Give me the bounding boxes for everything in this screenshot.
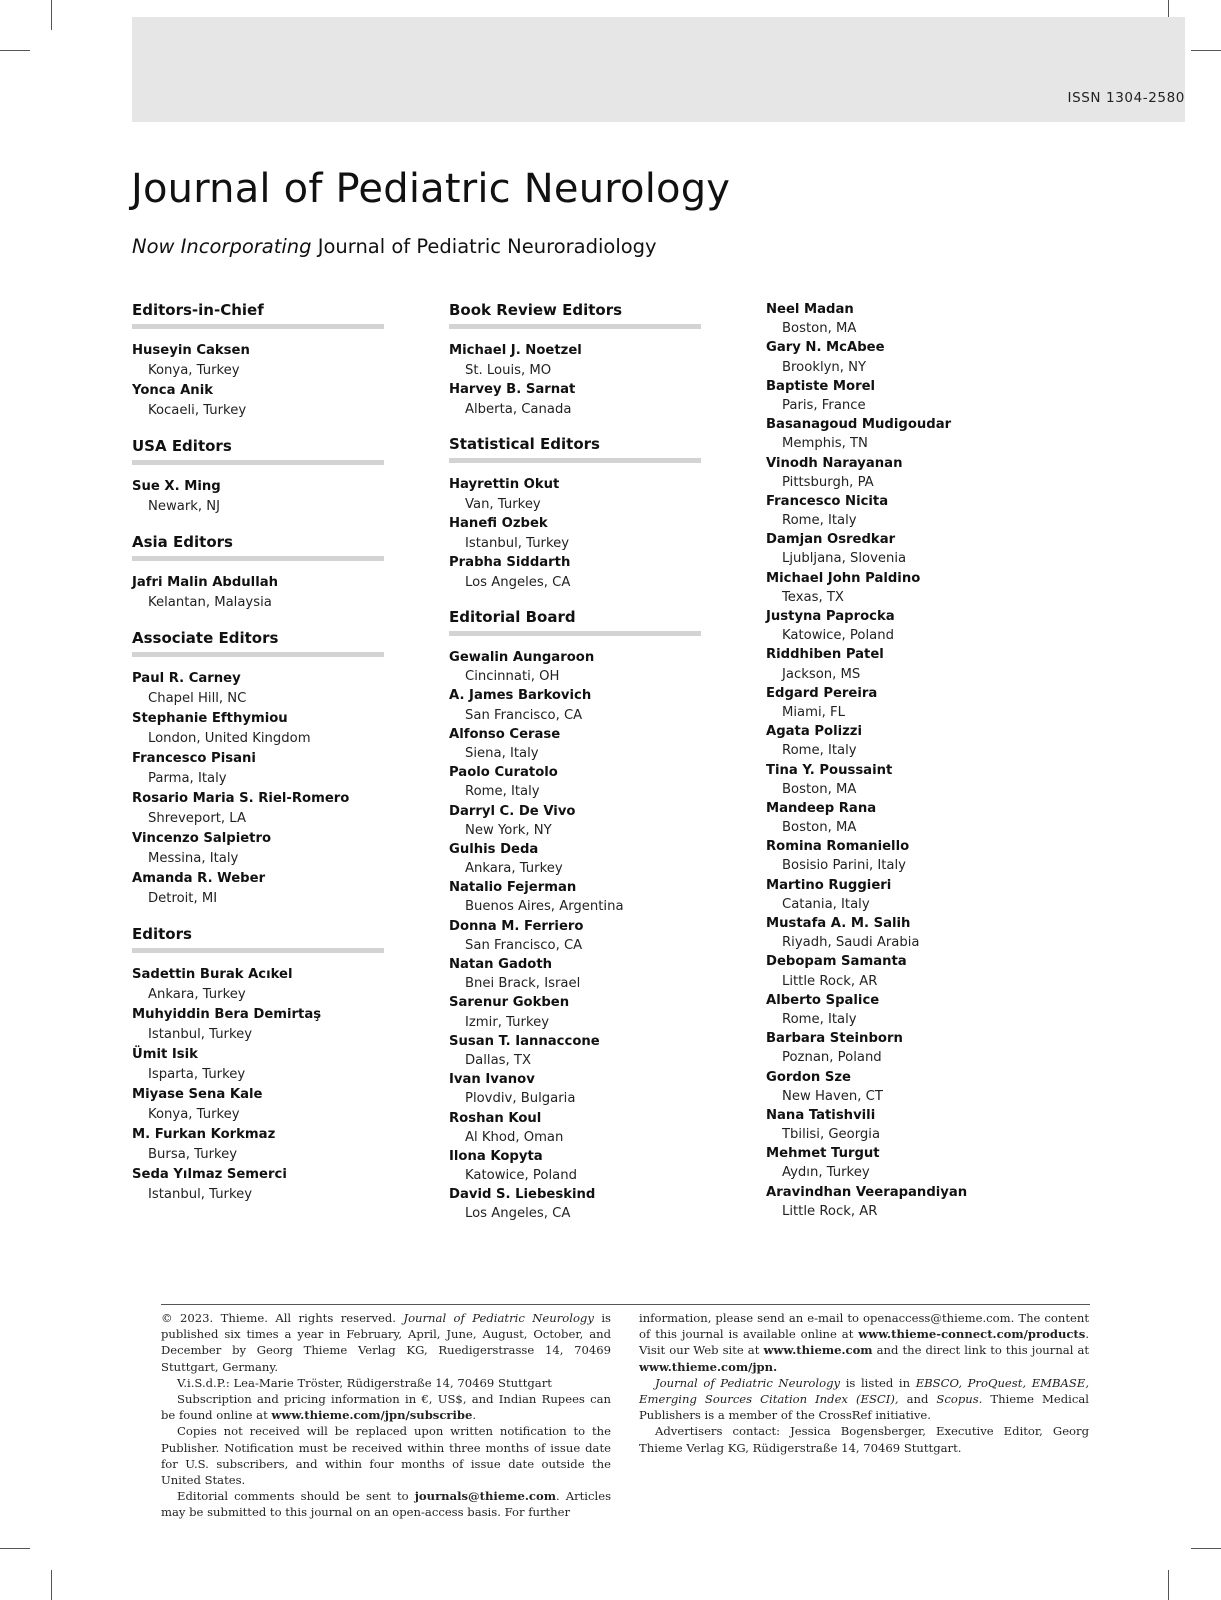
editor-location: Catania, Italy (782, 896, 870, 912)
editor-name: Francesco Nicita (766, 493, 889, 509)
editor-name: Debopam Samanta (766, 954, 907, 970)
editor-location: Ankara, Turkey (148, 987, 246, 1002)
editor-location: Pittsburgh, PA (782, 474, 874, 490)
copies-notice: Copies not received will be replaced upon written notification to the Publisher. Notification must be received within three months of issue date for U.S. subscribers, and within four months of issue date outside the United States. (161, 1424, 611, 1488)
editor-name: Riddhiben Patel (766, 647, 884, 663)
footer-left (161, 1310, 611, 1521)
editor-location: Rome, Italy (782, 513, 857, 529)
thieme-website-link[interactable]: www.thieme.com (763, 1343, 873, 1358)
crop-mark (1191, 50, 1221, 51)
editor-name: Alberto Spalice (766, 992, 880, 1008)
editor-name: Mandeep Rana (766, 800, 877, 816)
editor-location: Boston, MA (782, 781, 857, 797)
editor-name: Paolo Curatolo (449, 765, 558, 781)
editor-name: Francesco Pisani (132, 751, 256, 766)
editor-name: Agata Polizzi (766, 724, 862, 740)
editor-name: Seda Yılmaz Semerci (132, 1167, 287, 1182)
editor-name: Donna M. Ferriero (449, 918, 584, 934)
editor-location: Rome, Italy (782, 1011, 857, 1027)
editor-location: Parma, Italy (148, 771, 227, 786)
editor-name: Paul R. Carney (132, 671, 241, 686)
editor-name: Ümit Isik (132, 1047, 198, 1062)
editor-name: Yonca Anik (132, 383, 213, 398)
editor-name: Barbara Steinborn (766, 1031, 903, 1047)
editor-location: Ankara, Turkey (465, 861, 563, 877)
editor-name: Vinodh Narayanan (766, 455, 903, 471)
editor-name: Nana Tatishvili (766, 1107, 876, 1123)
editor-location: Jackson, MS (782, 666, 861, 682)
journal-title: Journal of Pediatric Neurology (131, 166, 731, 212)
editor-name: Huseyin Caksen (132, 343, 250, 358)
section-title: Editors (132, 924, 384, 953)
section-asia-editors (132, 532, 384, 613)
crossref-text: Thieme Medical Publishers is a member of the CrossRef initiative. (639, 1392, 1089, 1423)
editor-location: Texas, TX (782, 589, 844, 605)
editor-location: Bosisio Parini, Italy (782, 858, 906, 874)
editor-name: Vincenzo Salpietro (132, 831, 272, 846)
footer-rule (161, 1304, 1090, 1305)
editor-location: Dallas, TX (465, 1052, 531, 1068)
editor-location: St. Louis, MO (465, 362, 552, 378)
editor-location: Katowice, Poland (782, 628, 894, 644)
editor-name: Natan Gadoth (449, 957, 553, 972)
editor-location: Izmir, Turkey (465, 1014, 550, 1030)
subscription-text: Subscription and pricing information in €, US$, and Indian Rupees can be found online at (161, 1392, 611, 1423)
crop-mark (1168, 1570, 1169, 1600)
index-names: EBSCO, ProQuest, EMBASE, Emerging Sources Citation Index (ESCI), (639, 1375, 1090, 1407)
editor-location: Van, Turkey (465, 496, 541, 512)
editor-location: Alberta, Canada (465, 401, 572, 417)
editor-name: Roshan Koul (449, 1110, 542, 1126)
crop-mark (0, 50, 30, 51)
editor-name: Sue X. Ming (132, 479, 221, 494)
section-title: Book Review Editors (449, 300, 701, 329)
editor-location: Shreveport, LA (148, 811, 246, 826)
editor-name: Edgard Pereira (766, 685, 878, 701)
journal-subtitle (132, 235, 657, 258)
editor-name: Martino Ruggieri (766, 877, 892, 893)
open-access-text: Articles may be submitted to this journal on an open-access basis. For further (161, 1489, 612, 1520)
editor-name: Harvey B. Sarnat (449, 382, 576, 397)
editor-name: Gulhis Deda (449, 841, 539, 857)
editor-location: New Haven, CT (782, 1088, 883, 1104)
editor-location: Kelantan, Malaysia (148, 595, 272, 610)
issn: ISSN 1304-2580 (1067, 90, 1185, 106)
editor-location: Plovdiv, Bulgaria (465, 1091, 576, 1107)
editor-name: Baptiste Morel (766, 378, 876, 394)
crop-mark (51, 0, 52, 30)
section-title: Editorial Board (449, 607, 701, 636)
editor-location: Katowice, Poland (465, 1168, 577, 1184)
editor-name: A. James Barkovich (449, 688, 592, 704)
editor-location: Siena, Italy (465, 745, 539, 761)
editor-location: Istanbul, Turkey (148, 1027, 253, 1042)
editor-name: M. Furkan Korkmaz (132, 1127, 276, 1142)
editor-name: Alfonso Cerase (449, 726, 561, 742)
editor-name: Amanda R. Weber (132, 871, 266, 886)
editorial-contact: Editorial comments should be sent to journals@thieme.com. Articles may be submitted to this journal on an open-access basis. For further (161, 1489, 612, 1520)
editor-name: Susan T. Iannaccone (449, 1033, 600, 1049)
masthead-column-1 (132, 300, 384, 1205)
editor-location: Memphis, TN (782, 436, 868, 452)
editor-location: San Francisco, CA (465, 937, 583, 953)
info-text: Visit our Web site at (639, 1343, 760, 1358)
editor-location: Aydın, Turkey (782, 1165, 870, 1181)
subtitle-italic: Now Incorporating (132, 235, 312, 258)
editor-name: Mehmet Turgut (766, 1146, 880, 1162)
editor-name: Ilona Kopyta (449, 1148, 543, 1164)
editor-location: Miami, FL (782, 704, 845, 720)
editor-location: Detroit, MI (148, 891, 218, 906)
section-book-review-editors (449, 300, 701, 419)
section-associate-editors (132, 628, 384, 909)
editor-name: Romina Romaniello (766, 839, 910, 855)
editor-location: Little Rock, AR (782, 1203, 878, 1219)
crop-mark (0, 1548, 30, 1549)
subscription-info: Subscription and pricing information in €, US$, and Indian Rupees can be found online at www.thieme.com/jpn/subscribe. (161, 1392, 611, 1423)
editor-name: Prabha Siddarth (449, 555, 571, 570)
editor-name: Justyna Paprocka (766, 609, 895, 624)
editor-location: Buenos Aires, Argentina (465, 899, 624, 915)
editor-name: Damjan Osredkar (766, 532, 896, 548)
section-editors (132, 924, 384, 1205)
editor-location: Boston, MA (782, 820, 857, 836)
editor-location: Isparta, Turkey (148, 1067, 246, 1082)
section-title: Associate Editors (132, 628, 384, 657)
thieme-connect-link[interactable]: www.thieme-connect.com/products (858, 1327, 1086, 1342)
editor-location: Konya, Turkey (148, 363, 240, 378)
editorial-text: Editorial comments should be sent to (177, 1489, 409, 1504)
section-title: USA Editors (132, 436, 384, 465)
section-title: Statistical Editors (449, 434, 701, 463)
editor-name: Neel Madan (766, 302, 854, 317)
indexing-text: is listed in (845, 1375, 911, 1390)
copyright-text: © 2023. Thieme. All rights reserved. (161, 1311, 396, 1325)
editor-name: Jafri Malin Abdullah (132, 575, 279, 590)
copyright-notice (161, 1310, 611, 1375)
journal-name: Journal of Pediatric Neurology (655, 1375, 841, 1390)
indexing-text: and (906, 1392, 929, 1407)
editor-location: Tbilisi, Georgia (782, 1127, 881, 1143)
masthead-column-2 (449, 300, 701, 1224)
editor-location: Riyadh, Saudi Arabia (782, 935, 920, 951)
visdp: V.i.S.d.P.: Lea-Marie Tröster, Rüdigerstraße 14, 70469 Stuttgart (177, 1375, 552, 1390)
section-editors-in-chief (132, 300, 384, 421)
header-band (132, 17, 1185, 122)
editor-location: Konya, Turkey (148, 1107, 240, 1122)
editor-location: Poznan, Poland (782, 1050, 882, 1066)
journal-name: Journal of Pediatric Neurology (403, 1311, 594, 1325)
masthead-column-3 (766, 300, 1018, 1221)
subscription-link[interactable]: www.thieme.com/jpn/subscribe (271, 1408, 473, 1423)
editor-location: Boston, MA (782, 321, 857, 337)
editor-location: London, United Kingdom (148, 731, 311, 746)
editor-name: Sarenur Gokben (449, 995, 570, 1011)
indexing-info (639, 1375, 1089, 1424)
editor-name: Darryl C. De Vivo (449, 803, 576, 819)
editor-name: Gewalin Aungaroon (449, 650, 595, 665)
journal-link[interactable]: www.thieme.com/jpn. (639, 1359, 778, 1374)
editor-location: Rome, Italy (465, 784, 540, 800)
crop-mark (51, 1570, 52, 1600)
editor-name: Aravindhan Veerapandiyan (766, 1184, 968, 1200)
editor-location: Ljubljana, Slovenia (782, 551, 907, 567)
editor-name: Hanefi Ozbek (449, 516, 548, 531)
section-statistical-editors (449, 434, 701, 592)
editorial-email-link[interactable]: journals@thieme.com (414, 1489, 556, 1504)
crop-mark (1191, 1548, 1221, 1549)
section-title: Asia Editors (132, 532, 384, 561)
editor-name: David S. Liebeskind (449, 1187, 596, 1203)
editor-location: Newark, NJ (148, 499, 221, 514)
editor-name: Tina Y. Poussaint (766, 762, 893, 778)
editor-location: Cincinnati, OH (465, 669, 560, 685)
section-title: Editors-in-Chief (132, 300, 384, 329)
editor-location: Rome, Italy (782, 743, 857, 759)
editor-name: Gary N. McAbee (766, 340, 885, 356)
section-usa-editors (132, 436, 384, 517)
index-names: Scopus. (936, 1392, 983, 1407)
editor-name: Gordon Sze (766, 1069, 851, 1085)
editor-location: Paris, France (782, 397, 866, 413)
editor-name: Hayrettin Okut (449, 477, 560, 492)
editor-name: Mustafa A. M. Salih (766, 916, 911, 931)
editor-location: Brooklyn, NY (782, 359, 867, 375)
editor-location: New York, NY (465, 822, 552, 838)
editor-location: Los Angeles, CA (465, 1206, 571, 1222)
editor-name: Basanagoud Mudigoudar (766, 417, 952, 433)
editor-location: San Francisco, CA (465, 707, 583, 723)
publication-info: is published six times a year in February, April, June, August, October, and December by Georg Thieme Verlag KG, Ruedigerstrasse 14, 70469 Stuttgart, Germany. (161, 1311, 611, 1374)
section-editorial-board (449, 607, 701, 1224)
editor-location: Kocaeli, Turkey (148, 403, 247, 418)
editor-location: Bursa, Turkey (148, 1147, 238, 1162)
editor-location: Messina, Italy (148, 851, 239, 866)
editor-name: Natalio Fejerman (449, 880, 577, 896)
editor-name: Michael John Paldino (766, 570, 921, 586)
editor-location: Bnei Brack, Israel (465, 976, 581, 992)
subtitle-rest: Journal of Pediatric Neuroradiology (317, 235, 657, 258)
editor-location: Istanbul, Turkey (465, 535, 570, 551)
editor-location: Little Rock, AR (782, 973, 878, 989)
info-text: information, please send an e-mail to openaccess@thieme.com. The content of this journal is available online at (639, 1311, 1089, 1342)
editor-location: Chapel Hill, NC (148, 691, 247, 706)
online-info: information, please send an e-mail to openaccess@thieme.com. The content of this journal is available online at www.thieme-connect.com/products. Visit our Web site at www.thieme.com and the direct link to this journal at www.thieme.com/jpn. (639, 1311, 1090, 1374)
editor-location: Los Angeles, CA (465, 574, 571, 590)
editor-location: Istanbul, Turkey (148, 1187, 253, 1202)
editor-name: Rosario Maria S. Riel-Romero (132, 791, 350, 806)
editor-name: Muhyiddin Bera Demirtaş (132, 1007, 322, 1022)
editor-name: Stephanie Efthymiou (132, 711, 288, 726)
editor-location: Al Khod, Oman (465, 1129, 564, 1145)
editor-name: Miyase Sena Kale (132, 1087, 263, 1102)
advertisers-contact: Advertisers contact: Jessica Bogensberger, Executive Editor, Georg Thieme Verlag KG, Rüdigerstraße 14, 70469 Stuttgart. (639, 1424, 1089, 1455)
editor-name: Ivan Ivanov (449, 1072, 535, 1088)
info-text: and the direct link to this journal at (876, 1343, 1090, 1358)
editor-name: Sadettin Burak Acıkel (132, 967, 293, 982)
editor-name: Michael J. Noetzel (449, 343, 582, 358)
footer-right (639, 1310, 1089, 1456)
